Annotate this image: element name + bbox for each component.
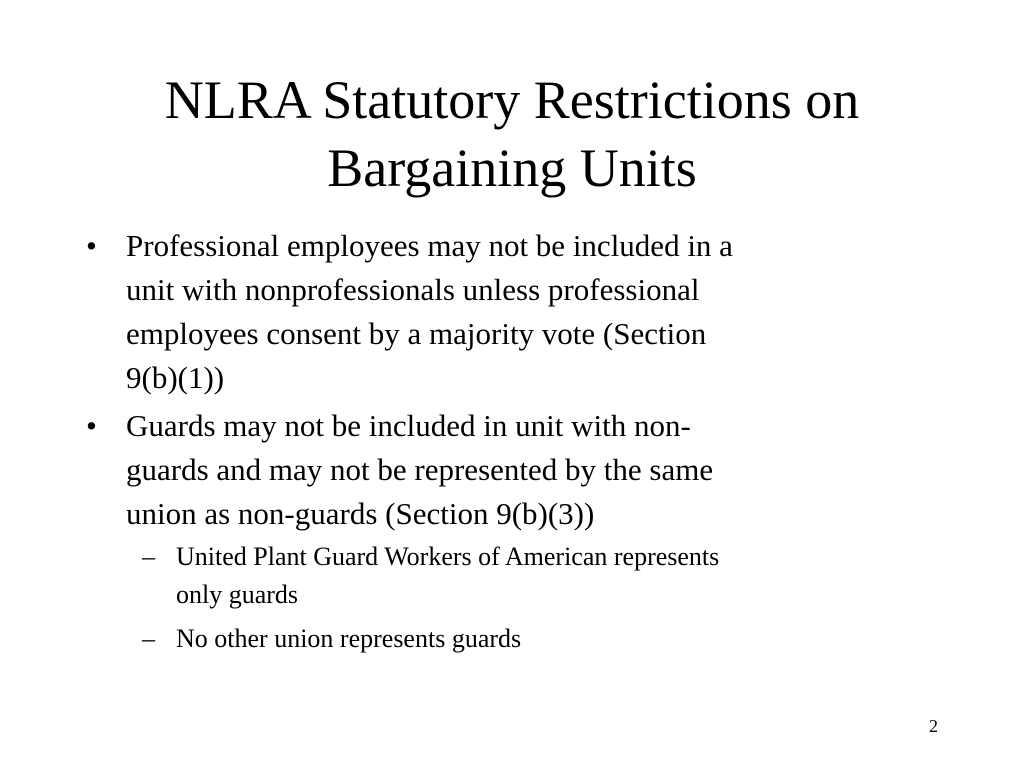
slide-title-line: NLRA Statutory Restrictions on — [164, 70, 860, 130]
sub-bullet-marker: – — [142, 542, 155, 571]
bullet-marker: • — [86, 408, 97, 443]
bullet-item-guards — [84, 404, 924, 658]
bullet-text — [126, 404, 924, 536]
bullet-item-professional-employees — [84, 224, 924, 400]
sub-bullet-item-no-other-union — [131, 620, 924, 658]
sub-bullet-text-line: United Plant Guard Workers of American represents — [176, 542, 720, 571]
sub-bullet-item-plant-guard-workers — [131, 538, 924, 614]
bullet-text-line: union as non-guards (Section 9(b)(3)) — [126, 496, 595, 531]
page-number: 2 — [929, 716, 938, 736]
sub-bullet-list — [126, 538, 924, 658]
bullet-text-line: guards and may not be represented by the same — [126, 452, 714, 487]
sub-bullet-marker: – — [142, 624, 155, 653]
bullet-list — [84, 224, 924, 664]
bullet-text-line: unit with nonprofessionals unless professional — [126, 272, 700, 307]
slide-title — [60, 66, 964, 202]
sub-bullet-text-line: No other union represents guards — [176, 624, 522, 653]
bullet-text-line: employees consent by a majority vote (Section — [126, 316, 707, 351]
bullet-text-line: Guards may not be included in unit with non- — [126, 408, 691, 443]
sub-bullet-text — [176, 538, 924, 614]
bullet-text-line: 9(b)(1)) — [126, 360, 225, 395]
bullet-marker: • — [86, 228, 97, 263]
bullet-text — [126, 224, 924, 400]
sub-bullet-text — [176, 620, 924, 658]
slide-title-line: Bargaining Units — [327, 138, 697, 198]
sub-bullet-text-line: only guards — [176, 580, 299, 609]
bullet-text-line: Professional employees may not be included in a — [126, 228, 733, 263]
